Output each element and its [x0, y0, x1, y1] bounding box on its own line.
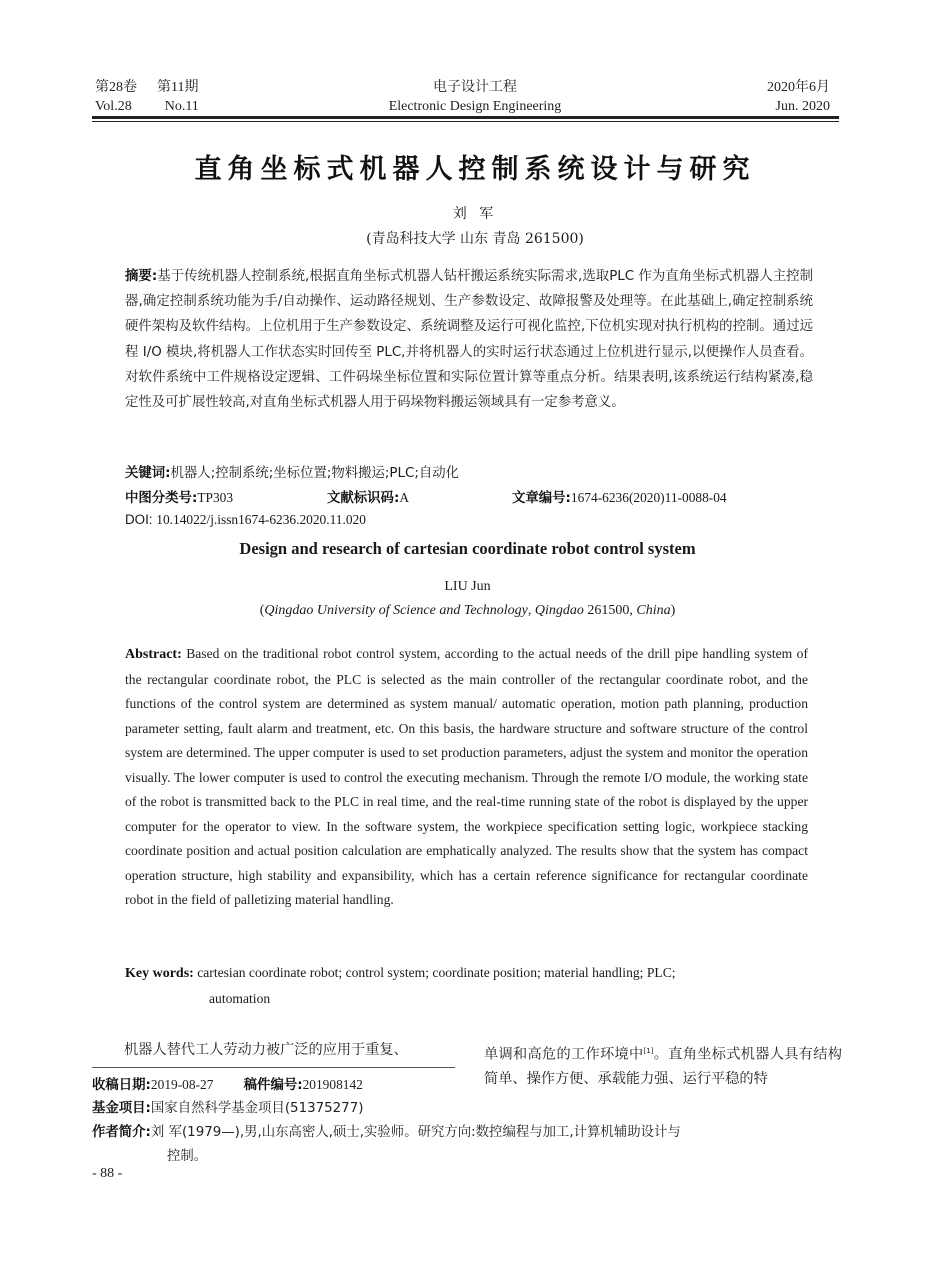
paper-title-cn: 直角坐标式机器人控制系统设计与研究 — [194, 154, 756, 185]
header-date — [767, 78, 830, 116]
received-label: 收稿日期: — [92, 1078, 151, 1093]
volume-en: Vol.28 — [95, 99, 132, 114]
received-value: 2019-08-27 — [150, 1077, 214, 1092]
body-right-text-1: 单调和高危的工作环境中 — [484, 1046, 644, 1063]
journal-name-en: Electronic Design Engineering — [388, 99, 562, 114]
author-en: LIU Jun — [444, 579, 491, 594]
footnote-received — [92, 1073, 842, 1098]
affil-city: Qingdao — [534, 603, 584, 618]
affil-open-paren: ( — [259, 603, 265, 618]
abstract-en-label: Abstract: — [125, 647, 182, 662]
affil-postcode: 261500, — [583, 603, 637, 618]
affil-country: China — [636, 603, 671, 618]
manuscript-value: 201908142 — [302, 1077, 363, 1092]
body-text-left-column: 机器人替代工人劳动力被广泛的应用于重复、 — [124, 1042, 408, 1058]
issue-cn: 第11期 — [157, 80, 199, 95]
doi-line — [125, 512, 366, 528]
abstract-cn-label: 摘要: — [125, 269, 158, 284]
paper-title-en: Design and research of cartesian coordinate robot control system — [239, 539, 696, 558]
footnote-rule — [92, 1067, 455, 1068]
keywords-cn-text: 机器人;控制系统;坐标位置;物料搬运;PLC;自动化 — [170, 466, 460, 481]
affil-university: Qingdao University of Science and Technology — [264, 603, 528, 618]
header-volume-issue — [95, 78, 199, 116]
date-en: Jun. 2020 — [775, 99, 830, 114]
author-cn: 刘 军 — [452, 206, 498, 222]
manuscript-label: 稿件编号: — [243, 1078, 303, 1093]
citation-ref[interactable]: [1] — [643, 1047, 654, 1055]
keywords-en-line2: automation — [209, 991, 271, 1006]
header-journal — [300, 78, 650, 116]
issue-en: No.11 — [164, 99, 199, 114]
article-no-value: 1674-6236(2020)11-0088-04 — [570, 490, 727, 505]
fund-value: 国家自然科学基金项目(51375277) — [150, 1101, 364, 1116]
clc-label: 中图分类号: — [125, 491, 198, 506]
doc-code-value: A — [399, 490, 409, 505]
bio-label: 作者简介: — [92, 1125, 151, 1140]
journal-name-cn: 电子设计工程 — [433, 80, 517, 95]
affiliation-cn: (青岛科技大学 山东 青岛 261500) — [366, 231, 584, 247]
doi-value[interactable]: 10.14022/j.issn1674-6236.2020.11.020 — [156, 512, 366, 527]
abstract-cn — [125, 264, 813, 415]
affil-sep: , — [527, 603, 535, 618]
footnote-bio — [92, 1121, 842, 1169]
article-no-label: 文章编号: — [512, 491, 571, 506]
bio-line2: 控制。 — [167, 1149, 208, 1164]
clc-value: TP303 — [197, 490, 234, 505]
abstract-en — [125, 642, 808, 913]
fund-label: 基金项目: — [92, 1101, 151, 1116]
affiliation-en — [0, 603, 935, 619]
bio-line1: 刘 军(1979—),男,山东高密人,硕士,实验师。研究方向:数控编程与加工,计算机辅助设计与 — [150, 1125, 681, 1140]
date-cn: 2020年6月 — [767, 80, 830, 95]
page-number: - 88 - — [92, 1166, 123, 1181]
affil-close-paren: ) — [670, 603, 676, 618]
doc-code-label: 文献标识码: — [327, 491, 400, 506]
abstract-cn-text: 基于传统机器人控制系统,根据直角坐标式机器人钻杆搬运系统实际需求,选取PLC 作为直角坐标式机器人主控制器,确定控制系统功能为手/自动操作、运动路径规划、生产参数设定、故障报警及处理等。在此基础上,确定控制系统硬件架构及软件结构。上位机用于生产参数设定、系统调整及运行可视化监控,下位机实现对执行机构的控制。通过远程 I/O 模块,将机器人工作状态实时回传至 PLC,并将机器人的实时运行状态通过上位机进行显示,以便操作人员查看。对软件系统中工件规格设定逻辑、工件码垛坐标位置和实际位置计算等重点分析。结果表明,该系统运行结构紧凑,稳定性及可扩展性较高,对直角坐标式机器人用于码垛物料搬运领域具有一定参考意义。 — [125, 269, 814, 411]
keywords-en-label: Key words: — [125, 966, 194, 981]
abstract-en-text: Based on the traditional robot control system, according to the actual needs of the drill pipe handling system of the rectangular coordinate robot, the PLC is selected as the main controller of the rectangular coordinate robot, and the functions of the control system are determined as system manual/ automatic operation, motion path planning, production parameter setting, fault alarm and treatment, etc. On this basis, the hardware structure and software structure of the control system are determined. The upper computer is used to set production parameters, adjust the system and monitor the operation visually. The lower computer is used to control the executing mechanism. Through the remote I/O module, the working state of the robot is transmitted back to the PLC in real time, and the real-time running state of the robot is displayed by the upper computer for the operator to view. In the software system, the workpiece specification setting logic, workpiece stacking coordinate position and actual position calculation are emphatically analyzed. The results show that the system has compact operation structure, high stability and expansibility, which has a certain reference significance for rectangular coordinate robot in the field of palletizing material handling. — [125, 646, 808, 907]
footnote-fund — [92, 1097, 842, 1121]
keywords-en — [125, 960, 815, 1011]
keywords-cn-label: 关键词: — [125, 466, 171, 481]
volume-cn: 第28卷 — [95, 80, 137, 95]
doi-label: DOI: — [125, 512, 153, 527]
keywords-cn — [125, 462, 825, 481]
body-right-text-2: 。直角坐标式机器人具有结构简单、操作方便、承载能力强、运行平稳的特 — [484, 1046, 842, 1087]
keywords-en-line1: cartesian coordinate robot; control system; coordinate position; material handling; PLC; — [197, 965, 676, 980]
header-rule-thin — [92, 121, 839, 122]
header-rule-thick — [92, 116, 839, 119]
classification-line — [125, 487, 825, 506]
